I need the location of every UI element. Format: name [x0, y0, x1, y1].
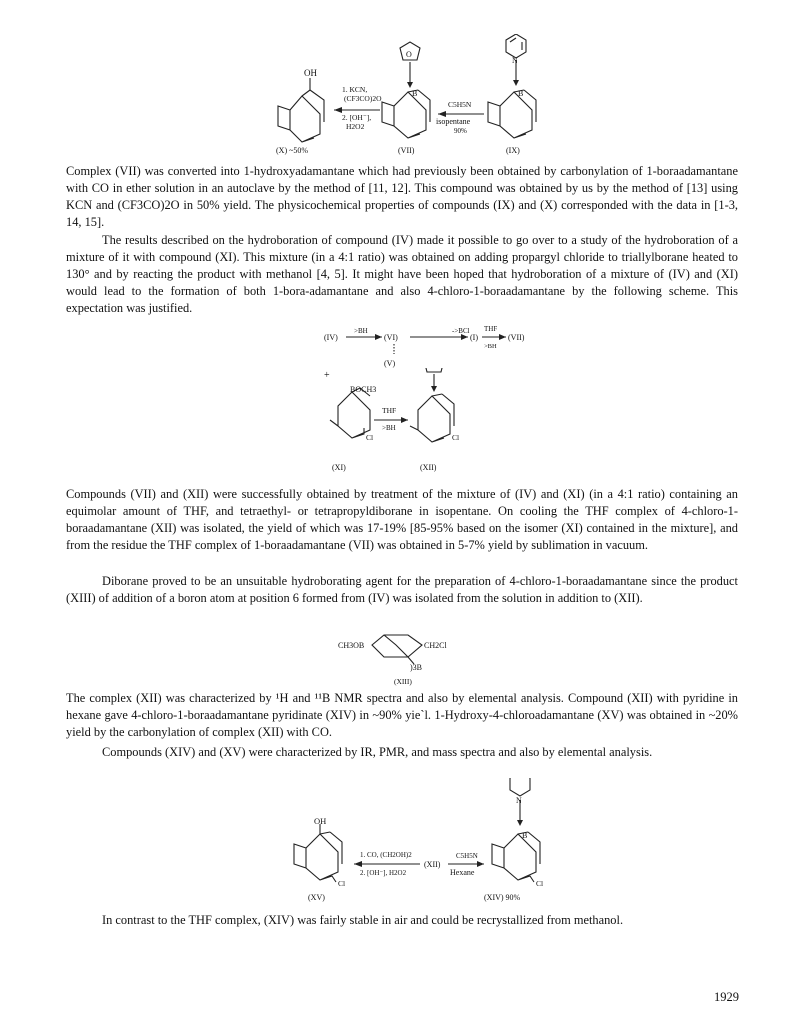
paragraph-3: Compounds (VII) and (XII) were successfully obtained by treatment of the mixture of (IV) and (XI) (in a 4:1 ratio) containing an equimolar amount of THF, and tetraethyl- or tetrapropyldiborane in isopentane. On cooling the THF complex of 4-chloro-1-boraadamantane (XII) was isolated, the yield of which was 17-19% [85-95% based on the isomer (XI) contained in the mixture], and from the residue the THF complex of 1-boraadamantane (VII) was obtained in 5-7% yield by sublimation in vacuum.: [66, 487, 738, 552]
bh3-label: >BH: [382, 424, 396, 432]
bcl-label: ->BCl: [452, 327, 470, 335]
svg-text:O: O: [406, 50, 412, 59]
label-xv: (XV): [308, 893, 325, 902]
compound-xv-structure: [294, 824, 342, 882]
cl-label-xv: Cl: [338, 879, 346, 888]
label-x: (X) ~50%: [276, 146, 309, 155]
paragraph-5: The complex (XII) was characterized by ¹H and ¹¹B NMR spectra and also by elemental analysis. Compound (XII) with pyridine in hexane gave 4-chloro-1-boraadamantane pyridinate (XIV) in ~90% yie`l. 1-Hydroxy-4-chloroadamantane (XV) was obtained in ~20% yield by the carbonylation of complex (XII) with CO.: [66, 691, 738, 739]
scheme-1: [250, 34, 570, 159]
boch3-label: BOCH3: [350, 385, 377, 394]
xiii-left: CH3OB: [338, 641, 365, 650]
label-vii: (VII): [398, 146, 415, 155]
bh1-label: >BH: [354, 327, 368, 335]
i-label: (I): [470, 333, 478, 342]
cond4-bot: 2. [OH⁻], H2O2: [360, 869, 407, 877]
cl-label-xi: Cl: [366, 433, 374, 442]
cond2-top: C5H5N: [448, 100, 472, 109]
cl-label-xii: Cl: [452, 433, 460, 442]
svg-text:B: B: [522, 831, 528, 840]
cond2-mid: isopentane: [436, 117, 471, 126]
compound-xiv-structure: [492, 778, 540, 882]
cl-label-xiv: Cl: [536, 879, 544, 888]
thf2-label: THF: [382, 406, 397, 415]
vii-label: (VII): [508, 333, 525, 342]
paragraph-6: Compounds (XIV) and (XV) were characterized by IR, PMR, and mass spectra and also by elemental analysis.: [102, 745, 653, 759]
xiii-b3: )3B: [410, 663, 422, 672]
pyridine-boraadamantane-structure: [488, 34, 536, 138]
paragraph-2: The results described on the hydroboration of compound (IV) made it possible to go over to a study of the hydroboration of a mixture of it with compound (XI). This mixture (in a 4:1 ratio) was obtained on adding propargyl chloride to triallylborane heated to 130° and by reacting the product with methanol [4, 5]. It might have been hoped that hydroboration of a mixture of (IV) and (XI) would lead to the formation of both 1-bora-adamantane and also 4-chloro-1-boraadamantane by the following scheme. This expectation was justified.: [66, 233, 738, 315]
xii-label: (XII): [420, 463, 437, 472]
adamantane-x-structure: [278, 78, 324, 142]
xi-label: (XI): [332, 463, 346, 472]
oh-label: OH: [304, 68, 317, 78]
paragraph-7: In contrast to the THF complex, (XIV) was fairly stable in air and could be recrystallized from methanol.: [102, 913, 624, 927]
v-label: (V): [384, 359, 396, 368]
cond2-bot: 90%: [454, 127, 467, 135]
page-number: 1929: [714, 990, 739, 1004]
scheme-4: [280, 778, 560, 902]
cond1-line4: H2O2: [346, 122, 365, 131]
paragraph-1: Complex (VII) was converted into 1-hydroxyadamantane which had previously been obtained by carbonylation of 1-boraadamantane with CO in ether solution in an autoclave by the method of [11, 12]. This compound was obtained by us by the method of [13] using KCN and (CF3CO)2O in 50% yield. The physicochemical properties of compounds (IX) and (X) corresponded with the data in [1-3, 14, 15].: [66, 164, 738, 229]
label-xiv: (XIV) 90%: [484, 893, 521, 902]
cond1-line3: 2. [OH⁻],: [342, 113, 372, 122]
thf-label: THF: [484, 325, 498, 333]
cond1-line2: (CF3CO)2O: [344, 94, 382, 103]
compound-xi-structure: [330, 388, 370, 438]
iv-label: (IV): [324, 333, 338, 342]
compound-xii-structure: [410, 368, 454, 442]
scheme-3: [338, 630, 478, 686]
svg-text:N: N: [516, 796, 522, 805]
xiii-label: (XIII): [394, 677, 412, 686]
svg-text:B: B: [412, 89, 418, 98]
cond1-line1: 1. KCN,: [342, 85, 368, 94]
svg-text:B: B: [518, 89, 524, 98]
xii-label-4: (XII): [424, 860, 441, 869]
paragraph-4: Diborane proved to be an unsuitable hydroborating agent for the preparation of 4-chloro-1-boraadamantane since the product (XIII) of addition of a boron atom at position 6 formed from (IV) was isolated from the solution in addition to (XII).: [66, 574, 738, 605]
cond4-top: 1. CO, (CH2OH)2: [360, 851, 412, 859]
vi-label: (VI): [384, 333, 398, 342]
plus-sign: +: [324, 370, 330, 381]
svg-text:N: N: [512, 56, 518, 65]
xiii-right: CH2Cl: [424, 641, 447, 650]
pyr-label: C5H5N: [456, 852, 478, 860]
scheme-2b: [326, 368, 486, 476]
oh-label-xv: OH: [314, 816, 327, 826]
bh2-label: >BH: [484, 343, 497, 350]
label-ix: (IX): [506, 146, 520, 155]
hexane-label: Hexane: [450, 868, 475, 877]
